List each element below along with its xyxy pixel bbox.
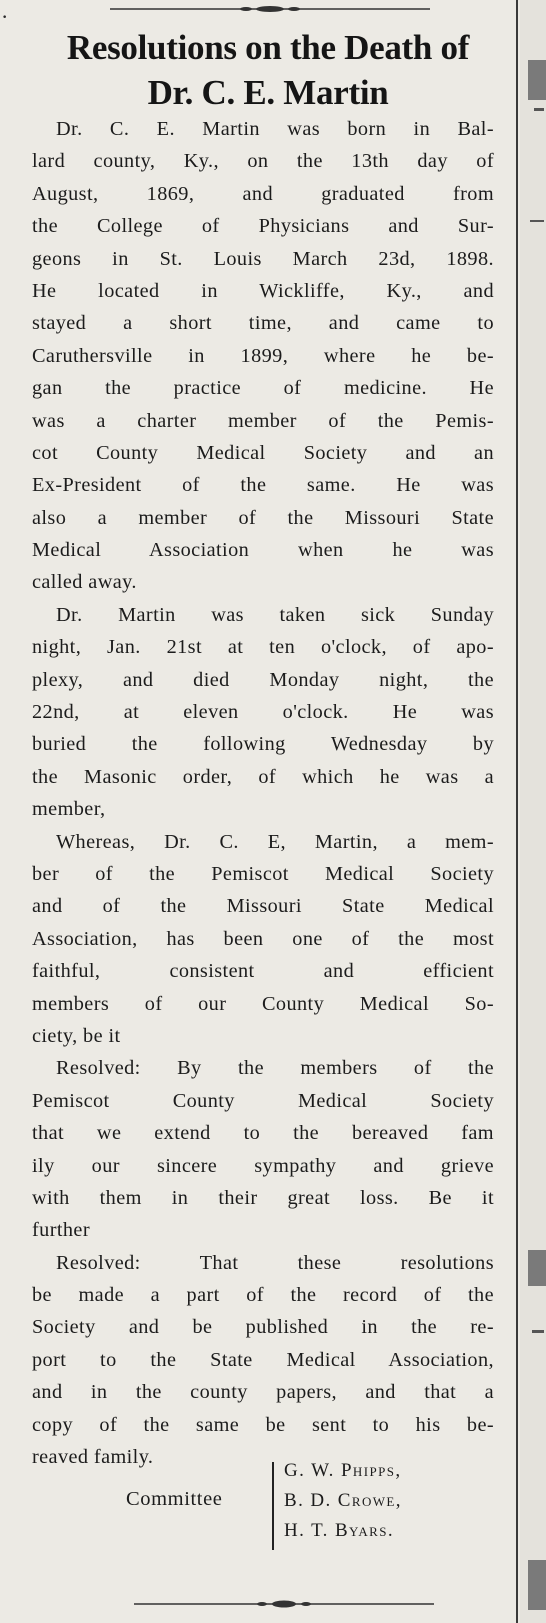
article-text-line: and of the Missouri State Medical [32,895,494,918]
article-text-line: geons in St. Louis March 23d, 1898. [32,247,494,270]
article-text-line: Pemiscot County Medical Society [32,1089,494,1112]
adjacent-column-fragment: · [1,4,9,29]
adjacent-column-edge [520,0,546,1623]
committee-brace [272,1462,274,1550]
article-text-line: night, Jan. 21st at ten o'clock, of apo- [32,636,494,659]
article-text-line: cot County Medical Society and an [32,441,494,464]
committee-label: Committee [126,1488,223,1510]
article-text-line: Association, has been one of the most [32,927,494,950]
article-text-line: plexy, and died Monday night, the [32,668,494,691]
article-text-line: reaved family. [32,1446,154,1469]
article-text-line: called away. [32,571,137,594]
top-ornament-rule [110,6,430,12]
article-text-line: with them in their great loss. Be it [32,1186,494,1209]
article-text-line: ily our sincere sympathy and grieve [32,1154,494,1177]
article-text-line: Caruthersville in 1899, where he be- [32,344,494,367]
article-text-line: member, [32,798,106,821]
article-text-line: stayed a short time, and came to [32,312,494,335]
article-text-line: Ex-President of the same. He was [32,474,494,497]
article-text-line: port to the State Medical Association, [32,1348,494,1371]
article-text-line: and in the county papers, and that a [32,1381,494,1404]
article-text-line: Dr. Martin was taken sick Sunday [56,603,494,626]
article-text-line: also a member of the Missouri State [32,506,494,529]
article-text-line: was a charter member of the Pemis- [32,409,494,432]
article-text-line: lard county, Ky., on the 13th day of [32,150,494,173]
article-text-line: further [32,1219,90,1242]
article-text-line: copy of the same be sent to his be- [32,1413,494,1436]
article-text-line: 22nd, at eleven o'clock. He was [32,701,494,724]
article-text-line: Whereas, Dr. C. E, Martin, a mem- [56,830,494,853]
article-text-line: ber of the Pemiscot Medical Society [32,862,494,885]
committee-members [284,1456,402,1546]
article-text-line: Dr. C. E. Martin was born in Bal- [56,118,494,140]
article-text-line: Resolved: By the members of the [56,1057,494,1080]
article-text-line: gan the practice of medicine. He [32,377,494,400]
headline-line-2: Dr. C. E. Martin [147,73,389,112]
committee-member: G. W. Phipps, [284,1460,402,1481]
committee-member: H. T. Byars. [284,1520,395,1541]
article-text-line: August, 1869, and graduated from [32,182,494,205]
article-text-line: be made a part of the record of the [32,1284,494,1307]
article-text-line: faithful, consistent and efficient [32,960,494,983]
article-text-line: the College of Physicians and Sur- [32,215,494,238]
article-text-line: members of our County Medical So- [32,992,494,1015]
headline-line-1: Resolutions on the Death of [66,28,470,67]
bottom-ornament-rule [134,1600,434,1608]
committee-member: B. D. Crowe, [284,1490,402,1511]
article-text-line: Resolved: That these resolutions [56,1251,494,1274]
article-body [32,113,494,1473]
article-text-line: ciety, be it [32,1024,121,1047]
column-rule [516,0,518,1623]
article-text-line: the Masonic order, of which he was a [32,765,494,788]
article-text-line: Society and be published in the re- [32,1316,494,1339]
article-text-line: that we extend to the bereaved fam [32,1122,494,1145]
article-text-line: Medical Association when he was [32,539,494,562]
committee-signature [124,1456,504,1552]
article-text-line: buried the following Wednesday by [32,733,494,756]
article-text-line: He located in Wickliffe, Ky., and [32,279,494,302]
